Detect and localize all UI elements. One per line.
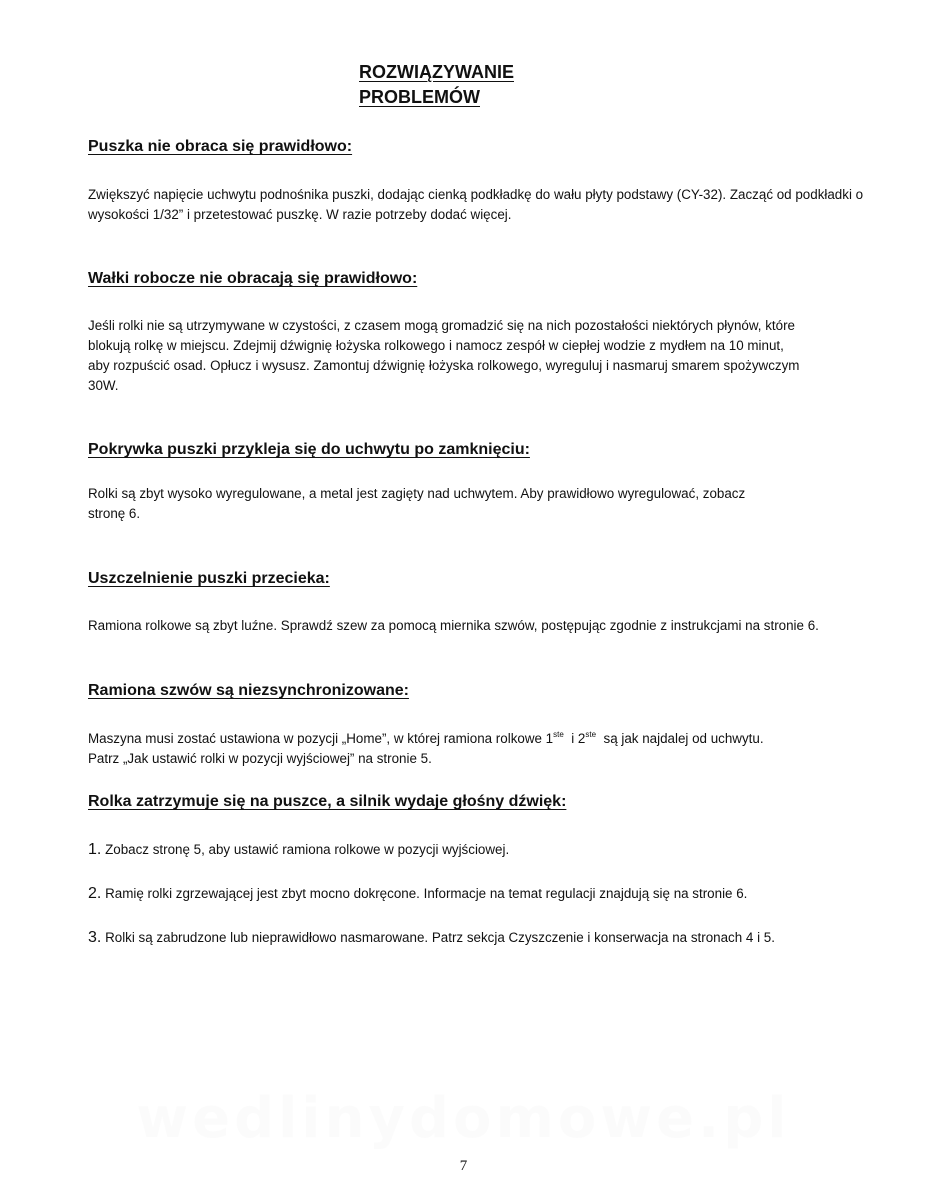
page-number: 7 xyxy=(459,1158,468,1174)
list-item xyxy=(88,884,888,904)
page-title-line2: PROBLEMÓW xyxy=(359,87,480,107)
section-rolka xyxy=(88,792,888,812)
text-part: Maszyna musi zostać ustawiona w pozycji „Home”, w której ramiona rolkowe 1 xyxy=(88,731,554,746)
superscript: ste xyxy=(585,730,597,739)
list-item xyxy=(88,840,888,860)
section-walki xyxy=(88,269,888,396)
text-part: są jak najdalej od uchwytu. xyxy=(596,731,764,746)
list-item-number: 1. xyxy=(88,841,102,858)
list-item-number: 3. xyxy=(88,929,102,946)
section-text-line xyxy=(88,729,888,749)
section-puszka xyxy=(88,137,888,225)
list-item-text: Ramię rolki zgrzewającej jest zbyt mocno dokręcone. Informacje na temat regulacji znajdują się na stronie 6. xyxy=(105,886,748,901)
section-heading: Ramiona szwów są niezsynchronizowane: xyxy=(88,682,409,699)
text-part: i 2 xyxy=(563,731,586,746)
list-item-number: 2. xyxy=(88,885,102,902)
list-item-text: Rolki są zabrudzone lub nieprawidłowo nasmarowane. Patrz sekcja Czyszczenie i konserwacja na stronach 4 i 5. xyxy=(105,930,775,945)
section-pokrywka xyxy=(88,440,888,524)
section-ramiona xyxy=(88,681,888,769)
section-text: Ramiona rolkowe są zbyt luźne. Sprawdź szew za pomocą miernika szwów, postępując zgodnie z instrukcjami na stronie 6. xyxy=(88,618,819,633)
section-text-line: Rolki są zbyt wysoko wyregulowane, a metal jest zagięty nad uchwytem. Aby prawidłowo wyregulować, zobacz xyxy=(88,486,746,501)
section-heading: Wałki robocze nie obracają się prawidłowo: xyxy=(88,270,418,287)
section-text-line: Patrz „Jak ustawić rolki w pozycji wyjściowej” na stronie 5. xyxy=(88,751,432,766)
page-title xyxy=(359,60,514,110)
page-title-line1: ROZWIĄZYWANIE xyxy=(359,62,514,82)
section-text-line: aby rozpuścić osad. Opłucz i wysusz. Zamontuj dźwignię łożyska rolkowego, wyreguluj i nasmaruj smarem spożywczym xyxy=(88,358,800,373)
section-heading: Rolka zatrzymuje się na puszce, a silnik wydaje głośny dźwięk: xyxy=(88,793,567,810)
watermark: wedlinydomowe.pl xyxy=(136,1086,791,1151)
section-text-line: Jeśli rolki nie są utrzymywane w czystości, z czasem mogą gromadzić się na nich pozostałości niektórych płynów, które xyxy=(88,318,796,333)
superscript: ste xyxy=(553,730,564,739)
section-heading: Puszka nie obraca się prawidłowo: xyxy=(88,138,353,155)
section-uszczelnienie xyxy=(88,569,888,636)
section-text: Zwiększyć napięcie uchwytu podnośnika puszki, dodając cienką podkładkę do wału płyty podstawy (CY-32). Zacząć od podkładki o wysokości 1/32” i przetestować puszkę. W razie potrzeby dodać więcej. xyxy=(88,187,864,222)
section-text-line: stronę 6. xyxy=(88,506,141,521)
section-text-line: 30W. xyxy=(88,378,119,393)
section-heading: Pokrywka puszki przykleja się do uchwytu po zamknięciu: xyxy=(88,441,530,458)
list-item-text: Zobacz stronę 5, aby ustawić ramiona rolkowe w pozycji wyjściowej. xyxy=(105,842,510,857)
section-text-line: blokują rolkę w miejscu. Zdejmij dźwignię łożyska rolkowego i namocz zespół w ciepłej wodzie z mydłem na 10 minut, xyxy=(88,338,784,353)
section-heading: Uszczelnienie puszki przecieka: xyxy=(88,570,330,587)
list-item xyxy=(88,928,888,948)
